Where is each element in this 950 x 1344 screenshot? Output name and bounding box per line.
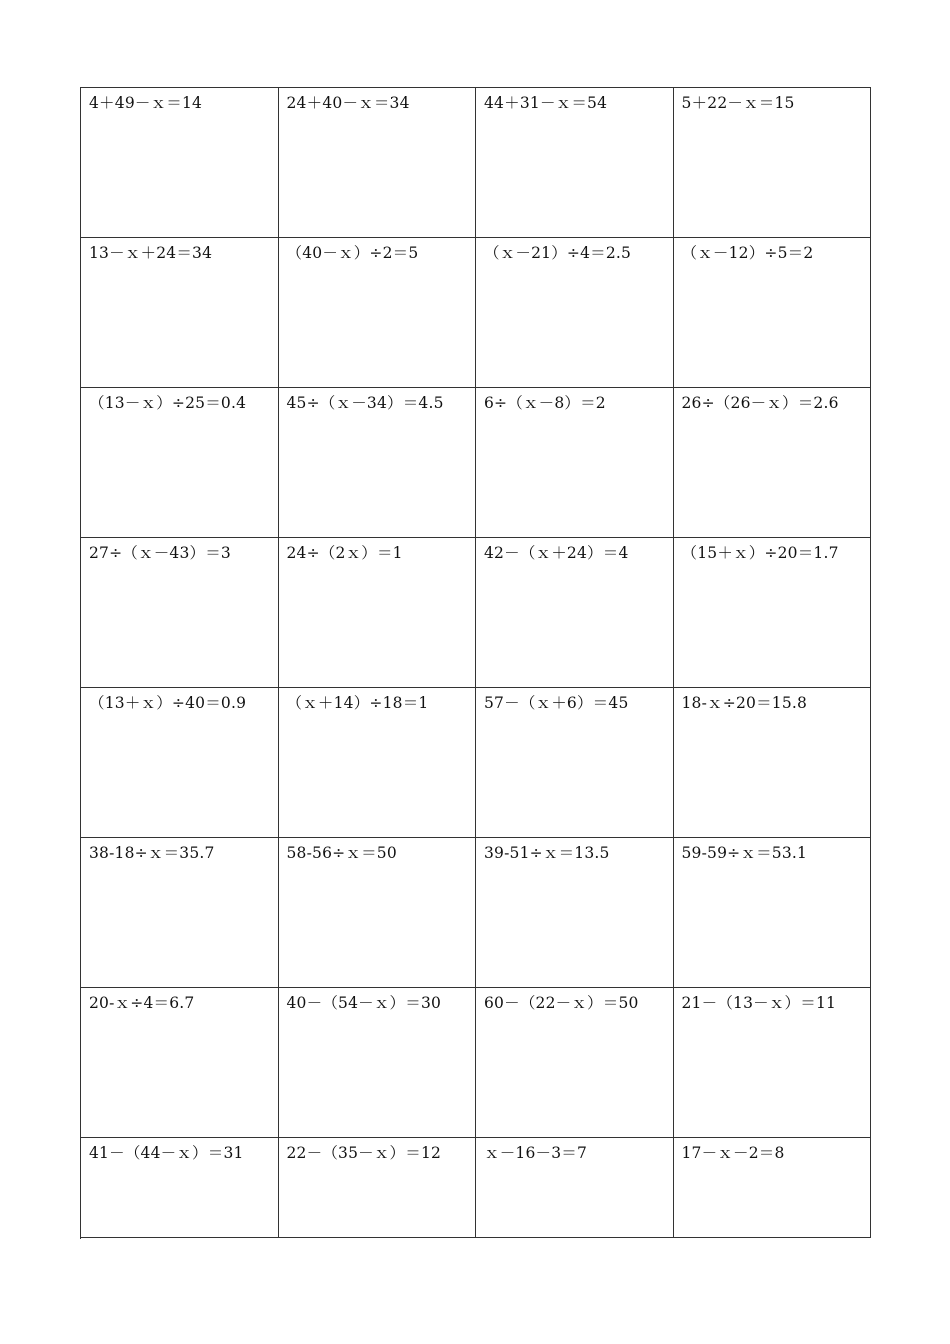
equation-cell: [81, 988, 279, 1138]
equation-cell: [476, 1138, 674, 1238]
equation-text: 4＋49－ｘ＝14: [89, 94, 203, 112]
equation-cell: [476, 388, 674, 538]
equation-cell: [279, 1138, 477, 1238]
equation-text: 27÷（ｘ－43）＝3: [89, 544, 231, 562]
equation-text: 24÷（2ｘ）＝1: [286, 544, 403, 562]
equation-text: 18-ｘ÷20＝15.8: [681, 694, 808, 712]
equation-cell: [674, 838, 872, 988]
equation-cell: [279, 88, 477, 238]
equation-text: 24＋40－ｘ＝34: [286, 94, 410, 112]
equation-cell: [674, 688, 872, 838]
equation-text: ｘ－16－3＝7: [484, 1144, 588, 1162]
equation-cell: [674, 988, 872, 1138]
equation-cell: [674, 238, 872, 388]
equation-cell: [476, 238, 674, 388]
equation-cell: [81, 538, 279, 688]
equation-text: 38-18÷ｘ＝35.7: [89, 844, 215, 862]
equation-text: 57－（ｘ＋6）＝45: [484, 694, 629, 712]
equation-grid: [81, 88, 871, 1238]
equation-cell: [674, 538, 872, 688]
equation-cell: [674, 388, 872, 538]
equation-text: 42－（ｘ＋24）＝4: [484, 544, 629, 562]
equation-text: 44＋31－ｘ＝54: [484, 94, 608, 112]
equation-cell: [81, 1138, 279, 1238]
equation-text: 45÷（ｘ－34）＝4.5: [286, 394, 444, 412]
equation-text: 26÷（26－ｘ）＝2.6: [681, 394, 839, 412]
equation-text: 6÷（ｘ－8）＝2: [484, 394, 606, 412]
equation-cell: [279, 238, 477, 388]
equation-cell: [81, 88, 279, 238]
equation-text: （ｘ＋14）÷18＝1: [286, 694, 429, 712]
equation-text: 5＋22－ｘ＝15: [681, 94, 795, 112]
equation-text: 21－（13－ｘ）＝11: [681, 994, 837, 1012]
equation-text: 20-ｘ÷4＝6.7: [89, 994, 195, 1012]
equation-cell: [81, 838, 279, 988]
equation-cell: [81, 238, 279, 388]
equation-text: （13＋ｘ）÷40＝0.9: [89, 694, 247, 712]
equation-text: 60－（22－ｘ）＝50: [484, 994, 639, 1012]
equation-cell: [476, 538, 674, 688]
equation-text: 17－ｘ－2＝8: [681, 1144, 785, 1162]
equation-text: 13－ｘ＋24＝34: [89, 244, 213, 262]
equation-cell: [476, 688, 674, 838]
equation-text: 41－（44－ｘ）＝31: [89, 1144, 244, 1162]
equation-text: （15＋ｘ）÷20＝1.7: [681, 544, 839, 562]
equation-cell: [279, 838, 477, 988]
equation-cell: [674, 1138, 872, 1238]
equation-text: （ｘ－21）÷4＝2.5: [484, 244, 632, 262]
equation-text: （ｘ－12）÷5＝2: [681, 244, 814, 262]
equation-text: 40－（54－ｘ）＝30: [286, 994, 442, 1012]
equation-text: 58-56÷ｘ＝50: [286, 844, 397, 862]
equation-text: 22－（35－ｘ）＝12: [286, 1144, 442, 1162]
equation-text: 59-59÷ｘ＝53.1: [681, 844, 808, 862]
equation-cell: [674, 88, 872, 238]
equation-cell: [476, 88, 674, 238]
equation-cell: [81, 688, 279, 838]
equation-cell: [476, 838, 674, 988]
equation-cell: [81, 388, 279, 538]
equation-cell: [476, 988, 674, 1138]
equation-text: （13－ｘ）÷25＝0.4: [89, 394, 247, 412]
equation-cell: [279, 688, 477, 838]
equation-text: （40－ｘ）÷2＝5: [286, 244, 419, 262]
equation-text: 39-51÷ｘ＝13.5: [484, 844, 610, 862]
equation-cell: [279, 538, 477, 688]
equation-worksheet: [80, 87, 871, 1239]
equation-cell: [279, 988, 477, 1138]
equation-cell: [279, 388, 477, 538]
